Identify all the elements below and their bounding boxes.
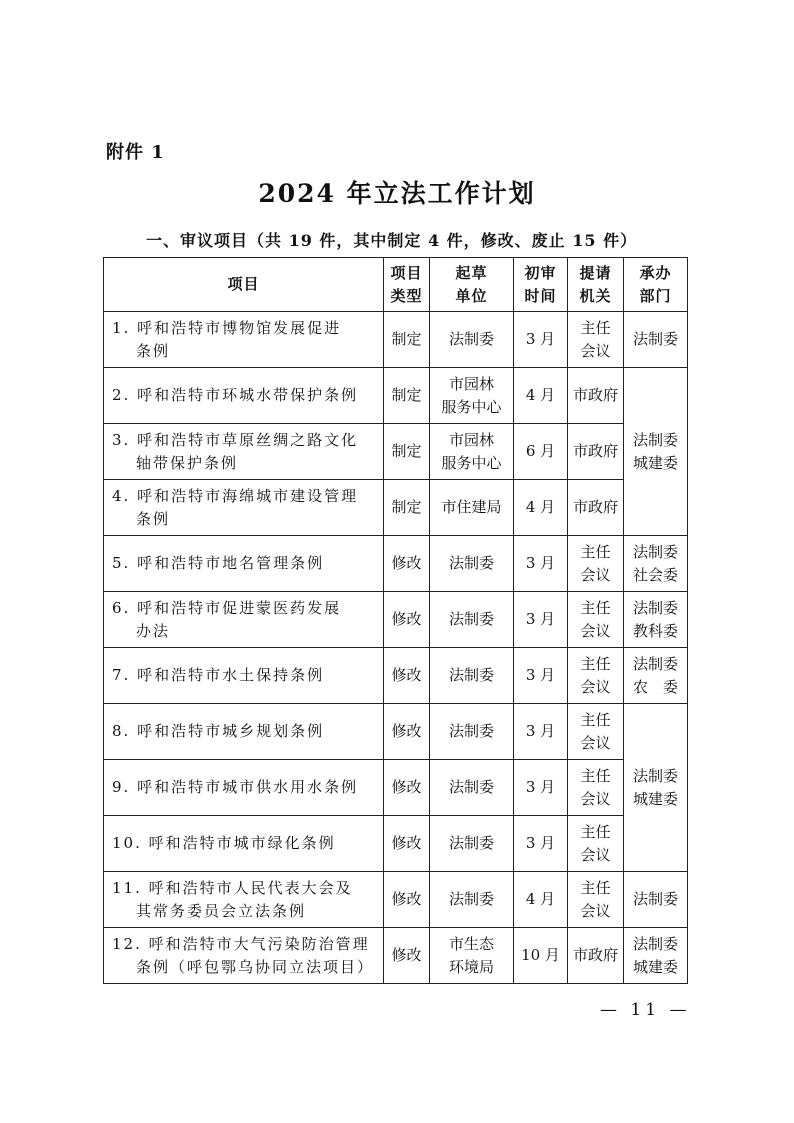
item-name: 6. 呼和浩特市促进蒙医药发展 办法 xyxy=(104,592,384,648)
header-drafter: 起草 单位 xyxy=(430,258,514,312)
item-type: 制定 xyxy=(384,480,430,536)
item-type: 修改 xyxy=(384,536,430,592)
item-review-time: 4 月 xyxy=(514,368,568,424)
table-header-row xyxy=(104,258,688,312)
item-type: 制定 xyxy=(384,424,430,480)
table-row xyxy=(104,424,688,480)
header-type: 项目 类型 xyxy=(384,258,430,312)
header-review-time: 初审 时间 xyxy=(514,258,568,312)
item-drafter: 法制委 xyxy=(430,872,514,928)
item-submitter: 市政府 xyxy=(568,424,624,480)
item-type: 修改 xyxy=(384,872,430,928)
item-submitter: 主任 会议 xyxy=(568,536,624,592)
item-type: 修改 xyxy=(384,816,430,872)
item-type: 修改 xyxy=(384,928,430,984)
item-submitter: 主任 会议 xyxy=(568,760,624,816)
item-drafter: 法制委 xyxy=(430,648,514,704)
table-row xyxy=(104,312,688,368)
item-type: 修改 xyxy=(384,704,430,760)
item-name: 10. 呼和浩特市城市绿化条例 xyxy=(104,816,384,872)
item-submitter: 市政府 xyxy=(568,480,624,536)
item-name: 2. 呼和浩特市环城水带保护条例 xyxy=(104,368,384,424)
attachment-label: 附件 1 xyxy=(106,142,165,163)
item-drafter: 市住建局 xyxy=(430,480,514,536)
table-row xyxy=(104,480,688,536)
table-row xyxy=(104,536,688,592)
item-dept: 法制委 社会委 xyxy=(624,536,688,592)
section-heading: 一、审议项目（共 19 件，其中制定 4 件，修改、废止 15 件） xyxy=(146,231,638,250)
item-name: 12. 呼和浩特市大气污染防治管理 条例（呼包鄂乌协同立法项目） xyxy=(104,928,384,984)
page-number: — 11 — xyxy=(600,1000,691,1020)
item-drafter: 市生态 环境局 xyxy=(430,928,514,984)
item-review-time: 3 月 xyxy=(514,648,568,704)
item-review-time: 3 月 xyxy=(514,816,568,872)
item-drafter: 法制委 xyxy=(430,760,514,816)
item-type: 制定 xyxy=(384,312,430,368)
table-row xyxy=(104,816,688,872)
item-type: 修改 xyxy=(384,760,430,816)
item-submitter: 主任 会议 xyxy=(568,816,624,872)
item-submitter: 主任 会议 xyxy=(568,872,624,928)
item-review-time: 3 月 xyxy=(514,536,568,592)
table-row xyxy=(104,760,688,816)
legislation-plan-table xyxy=(103,257,688,984)
header-dept: 承办 部门 xyxy=(624,258,688,312)
item-name: 11. 呼和浩特市人民代表大会及 其常务委员会立法条例 xyxy=(104,872,384,928)
item-review-time: 10 月 xyxy=(514,928,568,984)
item-dept: 法制委 城建委 xyxy=(624,928,688,984)
item-review-time: 3 月 xyxy=(514,592,568,648)
item-name: 1. 呼和浩特市博物馆发展促进 条例 xyxy=(104,312,384,368)
page-title: 2024 年立法工作计划 xyxy=(258,179,536,208)
item-type: 修改 xyxy=(384,648,430,704)
item-review-time: 4 月 xyxy=(514,480,568,536)
item-drafter: 市园林 服务中心 xyxy=(430,424,514,480)
item-dept: 法制委 城建委 xyxy=(624,704,688,872)
item-name: 5. 呼和浩特市地名管理条例 xyxy=(104,536,384,592)
item-drafter: 法制委 xyxy=(430,312,514,368)
item-dept: 法制委 xyxy=(624,312,688,368)
item-review-time: 6 月 xyxy=(514,424,568,480)
header-item: 项目 xyxy=(104,258,384,312)
table-row xyxy=(104,704,688,760)
item-type: 修改 xyxy=(384,592,430,648)
item-name: 9. 呼和浩特市城市供水用水条例 xyxy=(104,760,384,816)
item-type: 制定 xyxy=(384,368,430,424)
table-row xyxy=(104,872,688,928)
item-name: 8. 呼和浩特市城乡规划条例 xyxy=(104,704,384,760)
item-submitter: 主任 会议 xyxy=(568,704,624,760)
item-submitter: 主任 会议 xyxy=(568,312,624,368)
item-dept: 法制委 xyxy=(624,872,688,928)
item-submitter: 主任 会议 xyxy=(568,592,624,648)
item-dept: 法制委 城建委 xyxy=(624,368,688,536)
item-dept: 法制委 教科委 xyxy=(624,592,688,648)
item-review-time: 4 月 xyxy=(514,872,568,928)
item-drafter: 法制委 xyxy=(430,704,514,760)
item-drafter: 法制委 xyxy=(430,816,514,872)
header-submitter: 提请 机关 xyxy=(568,258,624,312)
item-drafter: 市园林 服务中心 xyxy=(430,368,514,424)
item-drafter: 法制委 xyxy=(430,592,514,648)
table-row xyxy=(104,368,688,424)
item-submitter: 主任 会议 xyxy=(568,648,624,704)
item-review-time: 3 月 xyxy=(514,760,568,816)
item-review-time: 3 月 xyxy=(514,704,568,760)
table-row xyxy=(104,648,688,704)
item-name: 7. 呼和浩特市水土保持条例 xyxy=(104,648,384,704)
item-name: 4. 呼和浩特市海绵城市建设管理 条例 xyxy=(104,480,384,536)
table-row xyxy=(104,928,688,984)
item-dept: 法制委 农 委 xyxy=(624,648,688,704)
item-review-time: 3 月 xyxy=(514,312,568,368)
item-submitter: 市政府 xyxy=(568,928,624,984)
item-name: 3. 呼和浩特市草原丝绸之路文化 轴带保护条例 xyxy=(104,424,384,480)
item-submitter: 市政府 xyxy=(568,368,624,424)
item-drafter: 法制委 xyxy=(430,536,514,592)
table-row xyxy=(104,592,688,648)
